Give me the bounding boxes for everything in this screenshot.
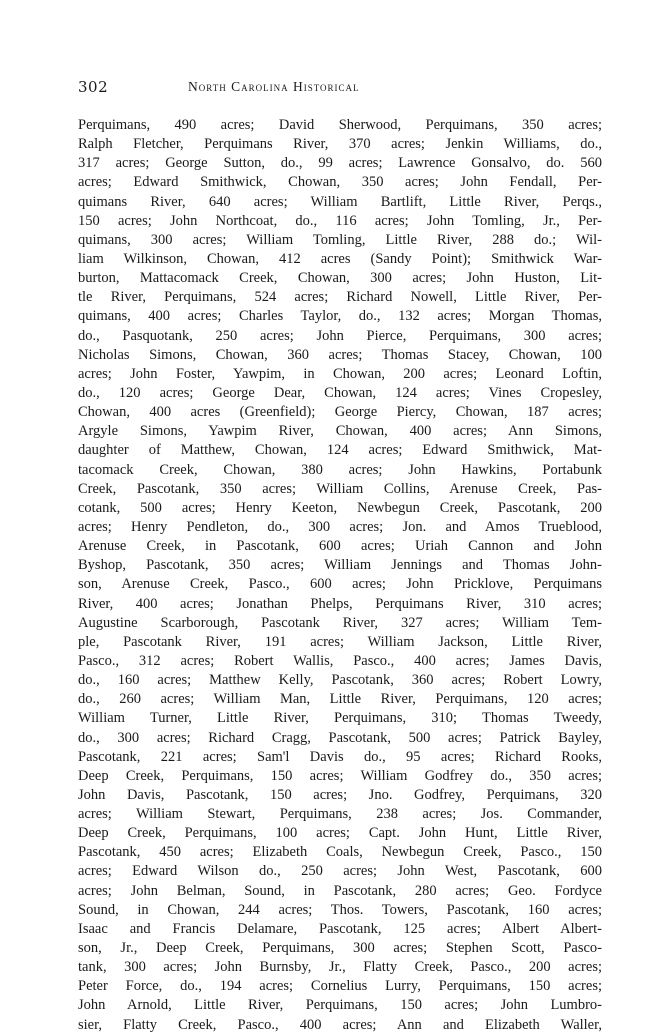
text-line: do., 300 acres; Richard Cragg, Pascotank, 500 acres; Patrick Bayley,: [78, 729, 602, 746]
text-line: 317 acres; George Sutton, do., 99 acres; Lawrence Gonsalvo, do. 560: [78, 155, 602, 172]
text-line: son, Jr., Deep Creek, Perquimans, 300 acres; Stephen Scott, Pasco-: [78, 940, 602, 957]
text-line: Perquimans, 490 acres; David Sherwood, Perquimans, 350 acres;: [78, 117, 602, 133]
text-line: ple, Pascotank River, 191 acres; William Jackson, Little River,: [78, 633, 602, 650]
text-line: River, 400 acres; Jonathan Phelps, Perquimans River, 310 acres;: [78, 595, 602, 612]
text-line: tacomack Creek, Chowan, 380 acres; John Hawkins, Portabunk: [78, 461, 602, 478]
text-line: cotank, 500 acres; Henry Keeton, Newbegun Creek, Pascotank, 200: [78, 499, 602, 516]
text-line: Deep Creek, Perquimans, 100 acres; Capt. John Hunt, Little River,: [78, 825, 602, 842]
text-line: do., 260 acres; William Man, Little River, Perquimans, 120 acres;: [78, 691, 602, 708]
text-line: do., 160 acres; Matthew Kelly, Pascotank, 360 acres; Robert Lowry,: [78, 672, 602, 689]
text-line: acres; Edward Smithwick, Chowan, 350 acres; John Fendall, Per-: [78, 174, 602, 191]
text-line: do., 120 acres; George Dear, Chowan, 124 acres; Vines Cropesley,: [78, 384, 602, 401]
text-line: burton, Mattacomack Creek, Chowan, 300 acres; John Huston, Lit-: [78, 270, 602, 287]
text-line: tle River, Perquimans, 524 acres; Richard Nowell, Little River, Per-: [78, 289, 602, 306]
text-line: tank, 300 acres; John Burnsby, Jr., Flatty Creek, Pasco., 200 acres;: [78, 959, 602, 976]
text-line: quimans, 300 acres; William Tomling, Little River, 288 do.; Wil-: [78, 231, 602, 248]
text-line: Creek, Pascotank, 350 acres; William Collins, Arenuse Creek, Pas-: [78, 480, 602, 497]
text-line: Ralph Fletcher, Perquimans River, 370 acres; Jenkin Williams, do.,: [78, 136, 602, 153]
text-line: acres; John Belman, Sound, in Pascotank, 280 acres; Geo. Fordyce: [78, 882, 602, 899]
text-line: Pascotank, 221 acres; Sam'l Davis do., 95 acres; Richard Rooks,: [78, 748, 602, 765]
body-text: [78, 116, 602, 1035]
text-line: John Arnold, Little River, Perquimans, 150 acres; John Lumbro-: [78, 997, 602, 1014]
text-line: William Turner, Little River, Perquimans, 310; Thomas Tweedy,: [78, 710, 602, 727]
text-line: Deep Creek, Perquimans, 150 acres; William Godfrey do., 350 acres;: [78, 767, 602, 784]
text-line: Nicholas Simons, Chowan, 360 acres; Thomas Stacey, Chowan, 100: [78, 346, 602, 363]
text-line: John Davis, Pascotank, 150 acres; Jno. Godfrey, Perquimans, 320: [78, 786, 602, 803]
text-line: daughter of Matthew, Chowan, 124 acres; Edward Smithwick, Mat-: [78, 442, 602, 459]
text-line: acres; John Foster, Yawpim, in Chowan, 200 acres; Leonard Loftin,: [78, 365, 602, 382]
text-line: Byshop, Pascotank, 350 acres; William Jennings and Thomas John-: [78, 557, 602, 574]
text-line: Arenuse Creek, in Pascotank, 600 acres; Uriah Cannon and John: [78, 538, 602, 555]
text-line: acres; William Stewart, Perquimans, 238 acres; Jos. Commander,: [78, 806, 602, 823]
text-line: 150 acres; John Northcoat, do., 116 acres; John Tomling, Jr., Per-: [78, 212, 602, 229]
text-line: do., Pasquotank, 250 acres; John Pierce, Perquimans, 300 acres;: [78, 327, 602, 344]
running-head: [78, 78, 603, 98]
text-line: Pasco., 312 acres; Robert Wallis, Pasco., 400 acres; James Davis,: [78, 652, 602, 669]
text-line: sier, Flatty Creek, Pasco., 400 acres; Ann and Elizabeth Waller,: [78, 1016, 602, 1033]
text-line: Isaac and Francis Delamare, Pascotank, 125 acres; Albert Albert-: [78, 920, 602, 937]
text-line: acres; Edward Wilson do., 250 acres; John West, Pascotank, 600: [78, 863, 602, 880]
text-line: acres; Henry Pendleton, do., 300 acres; Jon. and Amos Trueblood,: [78, 518, 602, 535]
text-line: liam Wilkinson, Chowan, 412 acres (Sandy Point); Smithwick War-: [78, 250, 602, 267]
running-title: North Carolina Historical: [188, 79, 360, 94]
text-line: Sound, in Chowan, 244 acres; Thos. Towers, Pascotank, 160 acres;: [78, 901, 602, 918]
text-line: Chowan, 400 acres (Greenfield); George Piercy, Chowan, 187 acres;: [78, 404, 602, 421]
text-line: Peter Force, do., 194 acres; Cornelius Lurry, Perquimans, 150 acres;: [78, 978, 602, 995]
text-line: Argyle Simons, Yawpim River, Chowan, 400 acres; Ann Simons,: [78, 423, 602, 440]
text-line: Pascotank, 450 acres; Elizabeth Coals, Newbegun Creek, Pasco., 150: [78, 844, 602, 861]
text-line: Augustine Scarborough, Pascotank River, 327 acres; William Tem-: [78, 614, 602, 631]
page-number: 302: [78, 78, 109, 96]
text-line: quimans River, 640 acres; William Bartlift, Little River, Perqs.,: [78, 193, 602, 210]
text-line: son, Arenuse Creek, Pasco., 600 acres; John Pricklove, Perquimans: [78, 576, 602, 593]
text-line: quimans, 400 acres; Charles Taylor, do., 132 acres; Morgan Thomas,: [78, 308, 602, 325]
